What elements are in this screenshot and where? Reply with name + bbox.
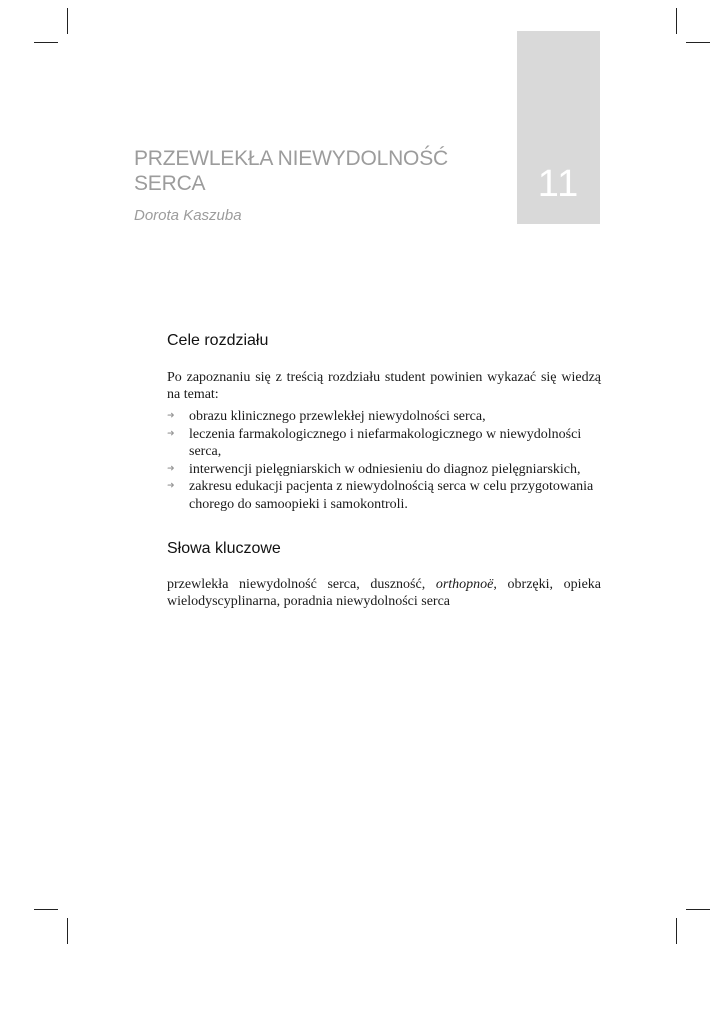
keywords-text-part: , obrzęki, opieka wielodyscyplinarna, poradnia niewydolności serca: [167, 577, 601, 609]
list-item: [167, 426, 601, 461]
crop-mark: [34, 909, 58, 910]
arrow-right-icon: ➜: [167, 411, 175, 421]
crop-mark: [67, 918, 68, 944]
keywords-heading: Słowa kluczowe: [167, 540, 281, 557]
arrow-right-icon: ➜: [167, 481, 175, 491]
chapter-title-line: PRZEWLEKŁA NIEWYDOLNOŚĆ: [134, 147, 448, 170]
chapter-title-line: SERCA: [134, 172, 206, 195]
chapter-number: 11: [537, 163, 580, 205]
list-item-text: interwencji pielęgniarskich w odniesieniu do diagnoz pielęgniarskich,: [189, 461, 581, 477]
chapter-title: [134, 146, 504, 196]
list-item-text: leczenia farmakologicznego i niefarmakologicznego w niewydolności serca,: [189, 426, 582, 459]
crop-mark: [686, 909, 710, 910]
crop-mark: [676, 918, 677, 944]
list-item-text: obrazu klinicznego przewlekłej niewydolności serca,: [189, 409, 486, 424]
list-item: [167, 478, 601, 513]
arrow-right-icon: ➜: [167, 428, 175, 439]
keywords-text: [167, 576, 601, 610]
crop-mark: [67, 8, 68, 34]
objectives-heading: Cele rozdziału: [167, 332, 269, 349]
keywords-italic-term: orthopnoë: [435, 577, 494, 592]
objectives-intro: Po zapoznaniu się z treścią rozdziału student powinien wykazać się wiedzą na temat:: [167, 370, 601, 402]
objectives-list: [167, 408, 601, 513]
crop-mark: [686, 42, 710, 43]
list-item-text: zakresu edukacji pacjenta z niewydolnością serca w celu przygotowania chorego do samoopieki i samokontroli.: [189, 479, 594, 512]
crop-mark: [676, 8, 677, 34]
keywords-text-part: przewlekła niewydolność serca, duszność,: [167, 577, 436, 592]
chapter-tab: [517, 31, 600, 224]
list-item: [167, 461, 601, 479]
chapter-author: Dorota Kaszuba: [134, 207, 242, 224]
crop-mark: [34, 42, 58, 43]
list-item: [167, 408, 601, 426]
arrow-right-icon: ➜: [167, 463, 175, 474]
